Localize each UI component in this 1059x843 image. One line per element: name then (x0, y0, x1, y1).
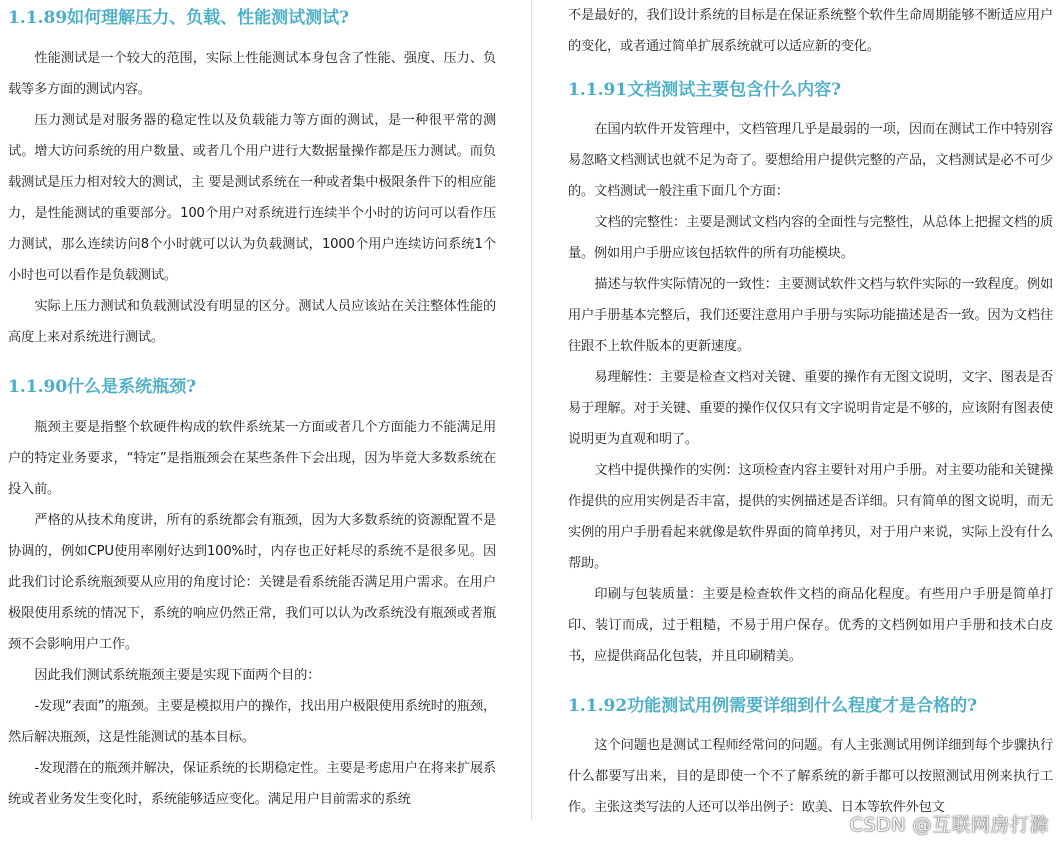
section-title-1-1-92: 1.1.92功能测试用例需要详细到什么程度才是合格的? (568, 696, 978, 716)
paragraph: 印刷与包装质量：主要是检查软件文档的商品化程度。有些用户手册是简单打印、装订而成，过于粗糙，不易于用户保存。优秀的文档例如用户手册和技术白皮书，应提供商品化包装，并且印刷精美。 (568, 587, 1053, 664)
paragraph: 描述与软件实际情况的一致性：主要测试软件文档与软件实际的一致程度。例如用户手册基本完整后，我们还要注意用户手册与实际功能描述是否一致。因为文档往往跟不上软件版本的更新速度。 (568, 277, 1053, 354)
continued-paragraph: 不是最好的，我们设计系统的目标是在保证系统整个软件生命周期能够不断适应用户的变化，或者通过简单扩展系统就可以适应新的变化。 (568, 8, 1053, 54)
paragraph: 性能测试是一个较大的范围，实际上性能测试本身包含了性能、强度、压力、负载等多方面的测试内容。 (8, 51, 496, 97)
section-title-1-1-89: 1.1.89如何理解压力、负载、性能测试测试? (8, 8, 350, 28)
section-title-1-1-91: 1.1.91文档测试主要包含什么内容? (568, 80, 842, 100)
paragraph: 在国内软件开发管理中，文档管理几乎是最弱的一项，因而在测试工作中特别容易忽略文档测试也就不足为奇了。要想给用户提供完整的产品，文档测试是必不可少的。文档测试一般注重下面几个方面： (568, 122, 1053, 199)
section-title-1-1-90: 1.1.90什么是系统瓶颈? (8, 377, 197, 397)
paragraph: -发现“表面”的瓶颈。主要是模拟用户的操作，找出用户极限使用系统时的瓶颈，然后解决瓶颈，这是性能测试的基本目标。 (8, 699, 496, 745)
column-divider (531, 0, 532, 820)
paragraph: 严格的从技术角度讲，所有的系统都会有瓶颈，因为大多数系统的资源配置不是协调的，例如CPU使用率刚好达到100%时，内存也正好耗尽的系统不是很多见。因此我们讨论系统瓶颈要从应用的角度讨论：关键是看系统能否满足用户需求。在用户极限使用系统的情况下，系统的响应仍然正常，我们可以认为改系统没有瓶颈或者瓶颈不会影响用户工作。 (8, 513, 496, 652)
paragraph: 瓶颈主要是指整个软硬件构成的软件系统某一方面或者几个方面能力不能满足用户的特定业务要求，“特定”是指瓶颈会在某些条件下会出现，因为毕竟大多数系统在投入前。 (8, 420, 496, 497)
paragraph: 易理解性：主要是检查文档对关键、重要的操作有无图文说明，文字、图表是否易于理解。对于关键、重要的操作仅仅只有文字说明肯定是不够的，应该附有图表使说明更为直观和明了。 (568, 370, 1053, 447)
right-column (568, 0, 1053, 843)
paragraph: -发现潜在的瓶颈并解决，保证系统的长期稳定性。主要是考虑用户在将来扩展系统或者业务发生变化时，系统能够适应变化。满足用户目前需求的系统 (8, 761, 496, 807)
csdn-watermark: CSDN @互联网房打滁 (849, 814, 1049, 836)
paragraph: 实际上压力测试和负载测试没有明显的区分。测试人员应该站在关注整体性能的高度上来对系统进行测试。 (8, 299, 496, 345)
paragraph: 这个问题也是测试工程师经常问的问题。有人主张测试用例详细到每个步骤执行什么都要写出来，目的是即使一个不了解系统的新手都可以按照测试用例来执行工作。主张这类写法的人还可以举出例子：欧美、日本等软件外包文 (568, 738, 1053, 815)
paragraph: 压力测试是对服务器的稳定性以及负载能力等方面的测试，是一种很平常的测试。增大访问系统的用户数量、或者几个用户进行大数据量操作都是压力测试。而负载测试是压力相对较大的测试，主 要是测试系统在一种或者集中极限条件下的相应能力，是性能测试的重要部分。100个用户对系统进行连续半个小时的访问可以看作压力测试，那么连续访问8个小时就可以认为负载测试，1000个用户连续访问系统1个小时也可以看作是负载测试。 (8, 113, 496, 283)
paragraph: 因此我们测试系统瓶颈主要是实现下面两个目的： (34, 668, 321, 683)
left-column (8, 0, 496, 843)
paragraph: 文档中提供操作的实例：这项检查内容主要针对用户手册。对主要功能和关键操作提供的应用实例是否丰富，提供的实例描述是否详细。只有简单的图文说明，而无实例的用户手册看起来就像是软件界面的简单拷贝，对于用户来说，实际上没有什么帮助。 (568, 463, 1053, 571)
paragraph: 文档的完整性：主要是测试文档内容的全面性与完整性，从总体上把握文档的质量。例如用户手册应该包括软件的所有功能模块。 (568, 215, 1053, 261)
